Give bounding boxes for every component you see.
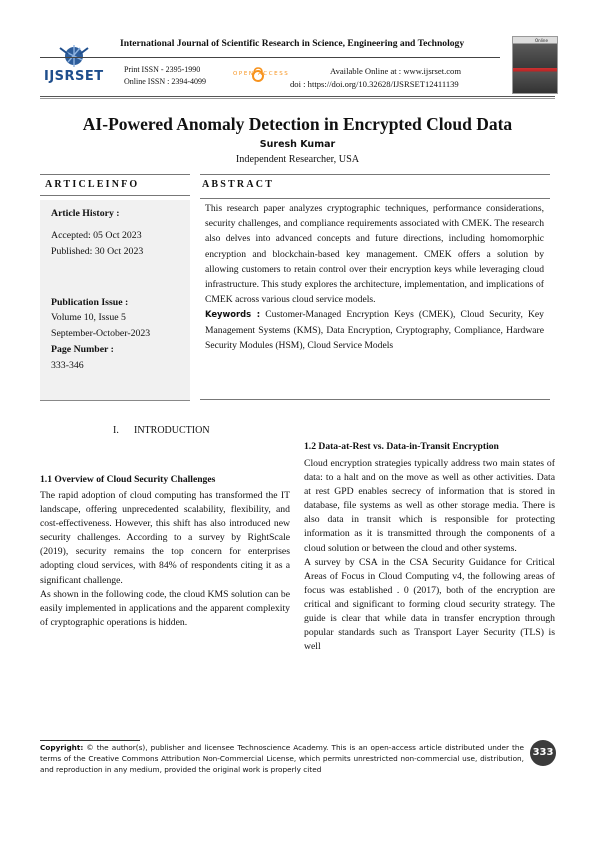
- page-number-label: Page Number :: [51, 344, 114, 355]
- subsection-1-2-heading: 1.2 Data-at-Rest vs. Data-in-Transit Encryption: [304, 441, 499, 452]
- open-access-text: OPEN ACCESS: [233, 71, 290, 77]
- published-date: Published: 30 Oct 2023: [51, 246, 144, 257]
- doi-link[interactable]: doi : https://doi.org/10.32628/IJSRSET12411139: [290, 79, 459, 89]
- accepted-date: Accepted: 05 Oct 2023: [51, 230, 142, 241]
- journal-title: International Journal of Scientific Research in Science, Engineering and Technology: [120, 38, 465, 49]
- footer-rule: [40, 740, 140, 741]
- header-divider: [40, 96, 555, 97]
- abstract-block: [205, 201, 544, 353]
- section-number: I.: [113, 425, 119, 436]
- print-issn: Print ISSN - 2395-1990: [124, 65, 201, 74]
- online-issn: Online ISSN : 2394-4099: [124, 77, 206, 86]
- right-paragraph-2: A survey by CSA in the CSA Security Guidance for Critical Areas of Focus in Cloud Computing v4, the following areas of focus was established . 0 (2017), both of the encryption are critical and significant to forming cloud security strategy. The guide is clear that while data in transfer encryption through popular standards such as Transport Layer Security (TLS) is well: [304, 556, 555, 653]
- article-info-heading: ARTICLEINFO: [45, 179, 140, 190]
- abstract-end-rule: [200, 399, 550, 400]
- keywords-paragraph: [205, 307, 544, 353]
- article-history-label: Article History :: [51, 208, 120, 219]
- publication-period: September-October-2023: [51, 328, 151, 339]
- publication-issue-label: Publication Issue :: [51, 297, 129, 308]
- logo-text: IJSRSET: [44, 69, 104, 84]
- left-column-body: [40, 489, 290, 630]
- info-bottom-rule: [40, 195, 190, 196]
- header-divider-thin: [40, 98, 555, 99]
- abstract-heading: ABSTRACT: [202, 179, 275, 190]
- left-paragraph-2: As shown in the following code, the cloud KMS solution can be easily implemented in applications and the apparent complexity of cryptographic operations is hidden.: [40, 588, 290, 628]
- info-top-rule: [40, 174, 190, 175]
- page-range: 333-346: [51, 360, 84, 371]
- subsection-1-1-heading: 1.1 Overview of Cloud Security Challenges: [40, 474, 216, 485]
- abstract-top-rule: [200, 174, 550, 175]
- keywords-text: Customer-Managed Encryption Keys (CMEK), Cloud Security, Key Management Systems (KMS), Data Encryption, Cryptography, Compliance, Hardware Security Modules (HSM), Cloud Service Models: [205, 309, 544, 351]
- cover-label: Online: [535, 38, 548, 43]
- left-paragraph-1: The rapid adoption of cloud computing has transformed the IT landscape, offering unprecedented scalability, flexibility, and cost-effectiveness. However, this shift has also introduced new security challenges. According to a survey by RightScale (2019), security remains the top concern for enterprises adopting cloud services, with 84% of respondents citing it as a significant challenge.: [40, 490, 290, 586]
- available-online: Available Online at : www.ijsrset.com: [330, 66, 462, 76]
- paper-title: AI-Powered Anomaly Detection in Encrypted Cloud Data: [82, 114, 513, 134]
- section-title: INTRODUCTION: [134, 425, 210, 436]
- abstract-text: This research paper analyzes cryptographic techniques, performance considerations, security challenges, and compliance requirements associated with CMEK. The research also delves into advanced concepts and future directions, including homomorphic encryption and blockchain-based key management. CMEK offers a solution by allowing customers to retain control over their encryption keys while leveraging cloud infrastructure. This study explores the architecture, implementation, and implications of CMEK across various cloud service models.: [205, 203, 544, 306]
- copyright-label: Copyright:: [40, 743, 84, 752]
- author-name: Suresh Kumar: [259, 139, 336, 150]
- abstract-bottom-rule: [200, 198, 550, 199]
- keywords-label: Keywords :: [205, 309, 261, 320]
- journal-cover-image: [512, 36, 558, 94]
- copyright-text: © the author(s), publisher and licensee Technoscience Academy. This is an open-access article distributed under the terms of the Creative Commons Attribution Non-Commercial License, which permits unrestricted non-commercial use, distribution, and reproduction in any medium, provided the original work is properly cited: [40, 743, 524, 775]
- right-column-body: [304, 457, 555, 654]
- right-paragraph-1: Cloud encryption strategies typically address two main states of data: to a halt and on the move as well as other activities. Data at rest GPD enables secrecy of information that is stored in database, file systems as well as other storage media. There is also data in transit which is responsible for protecting information as it is transmitted through the components of a cloud solution or between the cloud and other systems.: [304, 458, 555, 554]
- header-rule: [40, 57, 500, 58]
- page-number-badge: 333: [530, 740, 556, 766]
- author-affiliation: Independent Researcher, USA: [235, 154, 360, 165]
- copyright-notice: [40, 742, 524, 776]
- volume-issue: Volume 10, Issue 5: [51, 312, 126, 323]
